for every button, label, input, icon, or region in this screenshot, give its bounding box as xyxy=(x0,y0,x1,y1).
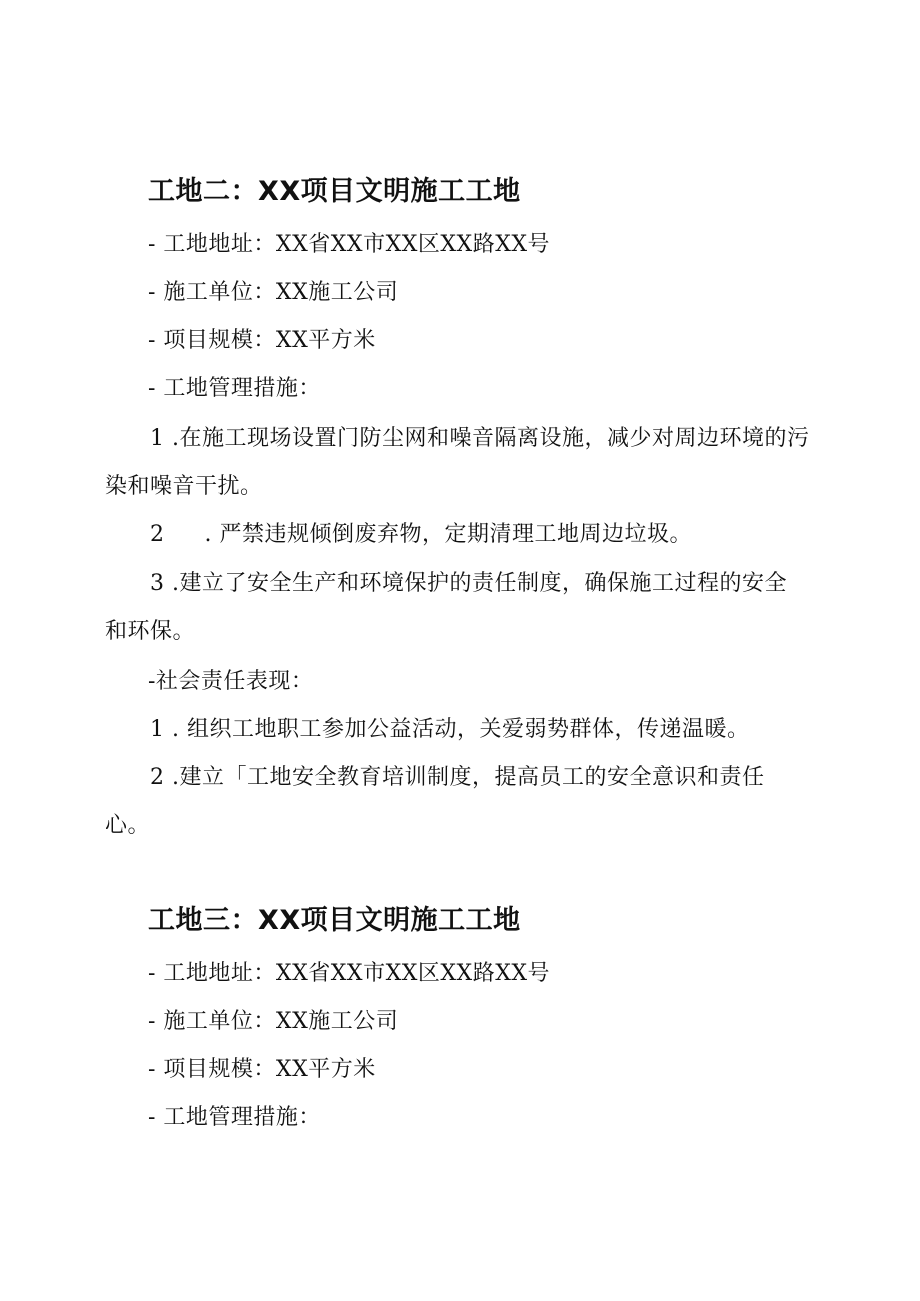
site-3-scale: - 项目规模：XX平方米 xyxy=(148,1057,376,1082)
site-2-measures-label: - 工地管理措施： xyxy=(148,376,321,401)
site-2-social-item-2-continued: 心。 xyxy=(105,813,151,838)
site-3-contractor: - 施工单位：XX施工公司 xyxy=(148,1009,399,1034)
site-2-social-item-1 xyxy=(150,716,750,744)
site-2-address: - 工地地址：XX省XX市XX区XX路XX号 xyxy=(148,232,551,257)
site-2-measure-item-1 xyxy=(150,425,810,453)
site-2-measure-item-2 xyxy=(150,521,692,549)
measure-number: 3 xyxy=(150,571,165,596)
measure-number: 1 xyxy=(150,426,165,451)
site-2-social-item-2 xyxy=(150,764,765,792)
section-heading-site-2: 工地二：XX项目文明施工工地 xyxy=(148,176,521,207)
social-number: 1 xyxy=(150,717,165,742)
site-3-measures-label: - 工地管理措施： xyxy=(148,1105,321,1130)
social-text: . 组织工地职工参加公益活动，关爱弱势群体，传递温暖。 xyxy=(172,717,750,742)
site-2-social-label: -社会责任表现： xyxy=(148,669,314,694)
site-2-measure-item-3 xyxy=(150,570,787,598)
site-2-contractor: - 施工单位：XX施工公司 xyxy=(148,280,399,305)
site-2-measure-item-1-continued: 染和噪音干扰。 xyxy=(105,474,263,499)
measure-text: .建立了安全生产和环境保护的责任制度，确保施工过程的安全 xyxy=(172,571,787,596)
site-2-scale: - 项目规模：XX平方米 xyxy=(148,328,376,353)
measure-text: .在施工现场设置门防尘网和噪音隔离设施，减少对周边环境的污 xyxy=(172,426,810,451)
site-3-address: - 工地地址：XX省XX市XX区XX路XX号 xyxy=(148,961,551,986)
social-text: .建立「工地安全教育培训制度，提高员工的安全意识和责任 xyxy=(172,765,765,790)
measure-number: 2 xyxy=(150,522,165,547)
section-heading-site-3: 工地三：XX项目文明施工工地 xyxy=(148,905,521,936)
measure-text: . 严禁违规倾倒废弃物，定期清理工地周边垃圾。 xyxy=(204,522,692,547)
social-number: 2 xyxy=(150,765,165,790)
site-2-measure-item-3-continued: 和环保。 xyxy=(105,619,196,644)
